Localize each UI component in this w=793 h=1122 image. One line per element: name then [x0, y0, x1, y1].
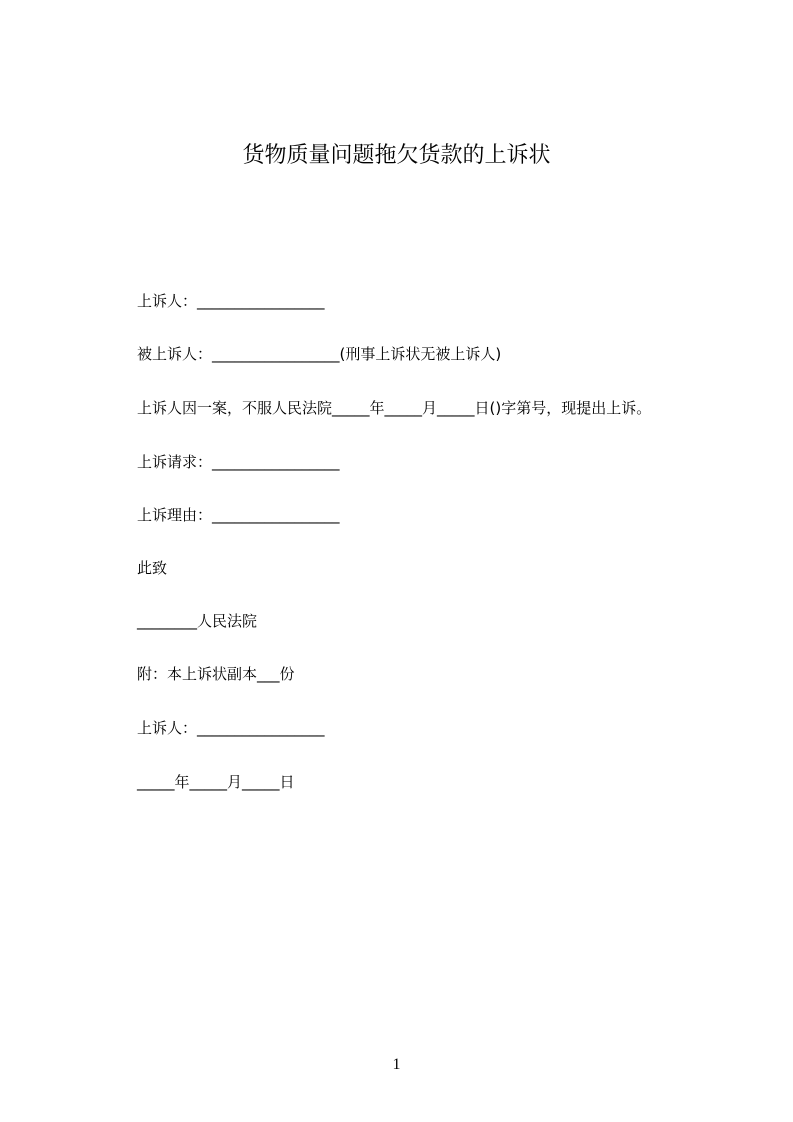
appellant-line: 上诉人：_________________ — [137, 292, 325, 310]
court-line: ________人民法院 — [137, 612, 258, 630]
appeal-reason-line: 上诉理由：_________________ — [137, 506, 340, 524]
signature-appellant-line: 上诉人：_________________ — [137, 719, 325, 737]
date-line: _____年_____月_____日 — [137, 773, 295, 791]
attachment-line: 附：本上诉状副本___份 — [137, 665, 295, 683]
appeal-request-line: 上诉请求：_________________ — [137, 453, 340, 471]
salutation-line: 此致 — [137, 559, 168, 577]
document-title: 货物质量问题拖欠货款的上诉状 — [242, 143, 551, 168]
appeal-statement-line: 上诉人因一案，不服人民法院_____年_____月_____日()字第号，现提出上诉。 — [137, 399, 652, 417]
page-number: 1 — [392, 1056, 401, 1073]
appellee-line: 被上诉人：_________________(刑事上诉状无被上诉人) — [137, 345, 502, 363]
